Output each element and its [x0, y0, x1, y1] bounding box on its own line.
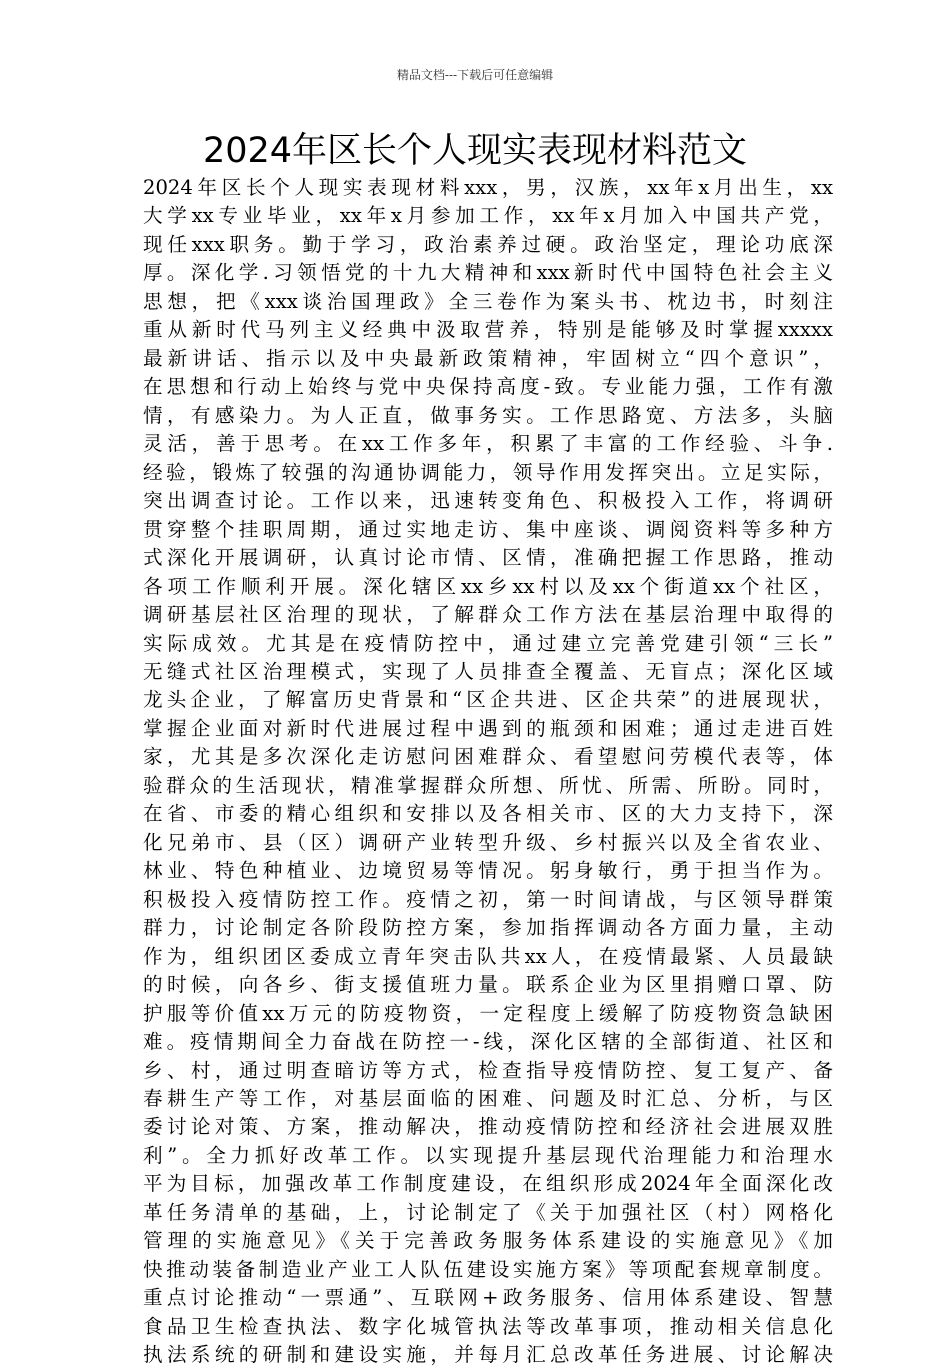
body-line: 林业、特色种植业、边境贸易等情况。躬身敏行，勇于担当作为。	[143, 859, 833, 883]
body-line: 大学xx专业毕业，xx年x月参加工作，xx年x月加入中国共产党，	[143, 204, 833, 228]
body-line: 难。疫情期间全力奋战在防控一-线，深化区辖的全部街道、社区和	[143, 1030, 833, 1054]
body-line: 革任务清单的基础，上，讨论制定了《关于加强社区（村）网格化	[143, 1200, 833, 1224]
body-line: 在思想和行动上始终与党中央保持高度-致。专业能力强，工作有激	[143, 375, 833, 399]
body-line: 利”。全力抓好改革工作。以实现提升基层现代治理能力和治理水	[143, 1143, 833, 1167]
body-line: 化兄弟市、县（区）调研产业转型升级、乡村振兴以及全省农业、	[143, 830, 833, 854]
body-line: 2024年区长个人现实表现材料xxx，男，汉族，xx年x月出生，xx	[143, 176, 833, 199]
body-line: 快推动装备制造业产业工人队伍建设实施方案》等项配套规章制度。	[143, 1257, 833, 1281]
body-line: 龙头企业，了解富历史背景和“区企共进、区企共荣”的进展现状，	[143, 688, 833, 712]
body-line: 作为，组织团区委成立青年突击队共xx人，在疫情最紧、人员最缺	[143, 944, 833, 968]
body-line: 春耕生产等工作，对基层面临的困难、问题及时汇总、分析，与区	[143, 1087, 833, 1110]
body-line: 重从新时代马列主义经典中汲取营养，特别是能够及时掌握xxxxx	[143, 318, 833, 342]
body-line: 的时候，向各乡、街支援值班力量。联系企业为区里捐赠口罩、防	[143, 973, 833, 997]
body-line: 管理的实施意见》《关于完善政务服务体系建设的实施意见》《加	[143, 1229, 833, 1253]
body-line: 乡、村，通过明查暗访等方式，检查指导疫情防控、复工复产、备	[143, 1058, 833, 1082]
body-line: 贯穿整个挂职周期，通过实地走访、集中座谈、调阅资料等多种方	[143, 517, 833, 541]
body-line: 家，尤其是多次深化走访慰问困难群众、看望慰问劳模代表等，体	[143, 745, 833, 769]
body-line: 无缝式社区治理模式，实现了人员排查全覆盖、无盲点；深化区域	[143, 659, 833, 683]
body-text	[143, 174, 833, 1370]
body-line: 委讨论对策、方案，推动解决，推动疫情防控和经济社会进展双胜	[143, 1115, 833, 1139]
body-line: 最新讲话、指示以及中央最新政策精神，牢固树立“四个意识”，	[143, 346, 833, 370]
body-line: 思想，把《xxx谈治国理政》全三卷作为案头书、枕边书，时刻注	[143, 289, 833, 313]
body-line: 突出调查讨论。工作以来，迅速转变角色、积极投入工作，将调研	[143, 489, 833, 513]
body-line: 灵活，善于思考。在xx工作多年，积累了丰富的工作经验、斗争.	[143, 432, 833, 456]
body-line: 调研基层社区治理的现状，了解群众工作方法在基层治理中取得的	[143, 603, 833, 627]
body-line: 经验，锻炼了较强的沟通协调能力，领导作用发挥突出。立足实际，	[143, 460, 833, 484]
body-line: 食品卫生检查执法、数字化城管执法等改革事项，推动相关信息化	[143, 1314, 833, 1338]
body-line: 式深化开展调研，认真讨论市情、区情，准确把握工作思路，推动	[143, 546, 833, 570]
body-line: 情，有感染力。为人正直，做事务实。工作思路宽、方法多，头脑	[143, 403, 833, 427]
body-line: 实际成效。尤其是在疫情防控中，通过建立完善党建引领“三长”	[143, 631, 833, 655]
body-line: 重点讨论推动“一票通”、互联网+政务服务、信用体系建设、智慧	[143, 1286, 833, 1310]
body-line: 群力，讨论制定各阶段防控方案，参加指挥调动各方面力量，主动	[143, 916, 833, 940]
body-line: 各项工作顺利开展。深化辖区xx乡xx村以及xx个街道xx个社区，	[143, 574, 833, 598]
body-line: 积极投入疫情防控工作。疫情之初，第一时间请战，与区领导群策	[143, 887, 833, 911]
body-line: 验群众的生活现状，精准掌握群众所想、所忧、所需、所盼。同时，	[143, 773, 833, 797]
header-note: 精品文档---下载后可任意编辑	[396, 68, 554, 82]
body-line: 在省、市委的精心组织和安排以及各相关市、区的大力支持下，深	[143, 802, 833, 826]
body-line: 现任xxx职务。勤于学习，政治素养过硬。政治坚定，理论功底深	[143, 232, 833, 256]
body-line: 平为目标，加强改革工作制度建设，在组织形成2024年全面深化改	[143, 1172, 833, 1196]
body-line: 执法系统的研制和建设实施，并每月汇总改革任务进展、讨论解决	[143, 1343, 833, 1367]
body-line: 厚。深化学.习领悟党的十九大精神和xxx新时代中国特色社会主义	[143, 261, 833, 285]
body-line: 护服等价值xx万元的防疫物资，一定程度上缓解了防疫物资急缺困	[143, 1001, 833, 1025]
body-line: 掌握企业面对新时代进展过程中遇到的瓶颈和困难；通过走进百姓	[143, 716, 833, 740]
page-title: 2024年区长个人现实表现材料范文	[202, 131, 748, 171]
